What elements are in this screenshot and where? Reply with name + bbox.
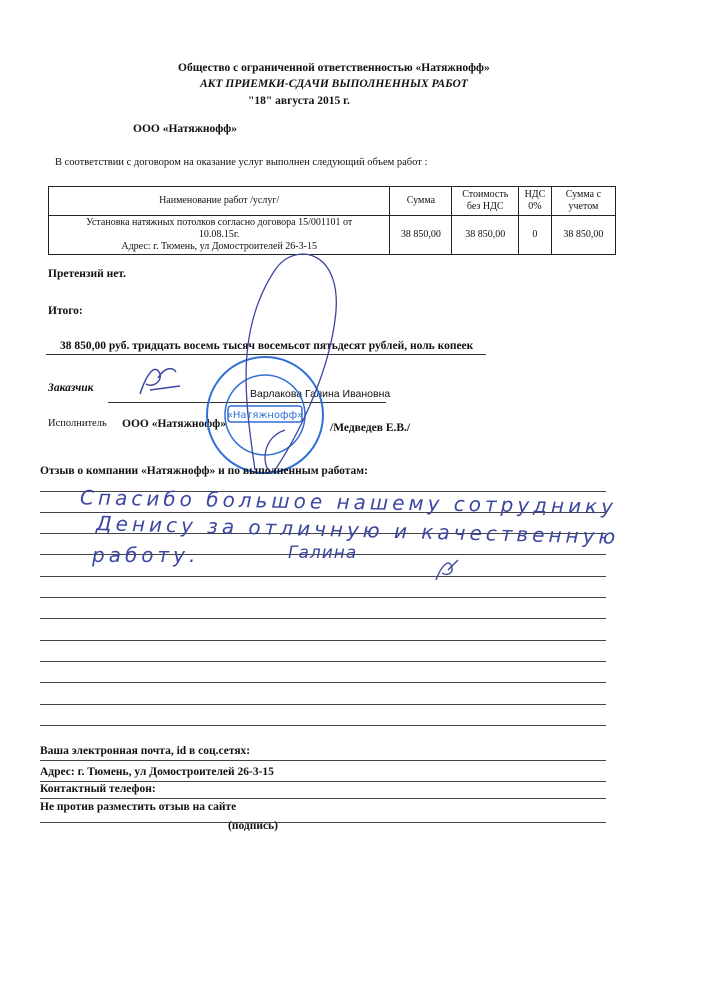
cell-cost: 38 850,00 bbox=[452, 216, 519, 255]
stamp-center-text: «Натяжнофф» bbox=[226, 410, 304, 421]
review-line bbox=[40, 725, 606, 726]
executor-company: ООО «Натяжнофф» bbox=[122, 418, 226, 430]
review-line bbox=[40, 597, 606, 598]
total-label: Итого: bbox=[48, 305, 83, 317]
col-header-vat: НДС 0% bbox=[519, 187, 552, 216]
handwritten-review-line3: работу. bbox=[92, 543, 200, 567]
col-header-cost: Стоимость без НДС bbox=[452, 187, 519, 216]
customer-name: Варлакова Галина Ивановна bbox=[250, 388, 391, 400]
work-name-line2: 10.08.15г. bbox=[198, 229, 240, 240]
no-claims: Претензий нет. bbox=[48, 268, 126, 280]
total-amount-text: 38 850,00 руб. тридцать восемь тысяч восемьсот пятьдесят рублей, ноль копеек bbox=[60, 340, 474, 352]
address-field: Адрес: г. Тюмень, ул Домостроителей 26-3-15 bbox=[40, 766, 274, 778]
signature-caption: (подпись) bbox=[228, 820, 278, 832]
executor-label: Исполнитель bbox=[48, 418, 107, 429]
phone-line bbox=[40, 798, 606, 799]
col-header-total: Сумма с учетом bbox=[551, 187, 615, 216]
consent-line bbox=[40, 822, 606, 823]
email-line bbox=[40, 760, 606, 761]
executor-signature bbox=[215, 240, 355, 490]
cell-sum: 38 850,00 bbox=[390, 216, 452, 255]
col-header-name: Наименование работ /услуг/ bbox=[49, 187, 390, 216]
work-name-line3: Адрес: г. Тюмень, ул Домостроителей 26-3-15 bbox=[121, 241, 317, 252]
phone-field-label: Контактный телефон: bbox=[40, 783, 156, 795]
handwritten-review-sign: Галина bbox=[288, 543, 358, 563]
review-title: Отзыв о компании «Натяжнофф» и по выполненным работам: bbox=[40, 465, 368, 477]
review-line bbox=[40, 640, 606, 641]
handwritten-review-line2: Денису за отличную и качественную bbox=[95, 511, 620, 549]
review-line bbox=[40, 661, 606, 662]
table-header-row bbox=[49, 187, 616, 216]
cell-vat: 0 bbox=[519, 216, 552, 255]
consent-field-label: Не против разместить отзыв на сайте bbox=[40, 801, 237, 813]
review-line bbox=[40, 704, 606, 705]
executor-name: /Медведев Е.В./ bbox=[330, 422, 411, 434]
company-header: Общество с ограниченной ответственностью «Натяжнофф» bbox=[178, 62, 490, 74]
handwritten-review-line1: Спасибо большое нашему сотруднику bbox=[79, 485, 618, 519]
col-header-sum: Сумма bbox=[390, 187, 452, 216]
intro-text: В соответствии с договором на оказание услуг выполнен следующий объем работ : bbox=[55, 157, 428, 168]
work-name-line1: Установка натяжных потолков согласно договора 15/001101 от bbox=[86, 217, 353, 228]
review-signature bbox=[432, 556, 462, 584]
document-title: АКТ ПРИЕМКИ-СДАЧИ ВЫПОЛНЕННЫХ РАБОТ bbox=[200, 78, 468, 90]
customer-label: Заказчик bbox=[48, 382, 94, 394]
cell-total: 38 850,00 bbox=[551, 216, 615, 255]
document-date: "18" августа 2015 г. bbox=[248, 95, 350, 107]
email-field-label: Ваша электронная почта, id в соц.сетях: bbox=[40, 745, 251, 757]
party-name: ООО «Натяжнофф» bbox=[133, 123, 237, 135]
review-line bbox=[40, 618, 606, 619]
customer-signature bbox=[130, 360, 190, 400]
address-line bbox=[40, 781, 606, 782]
review-line bbox=[40, 682, 606, 683]
review-line bbox=[40, 576, 606, 577]
